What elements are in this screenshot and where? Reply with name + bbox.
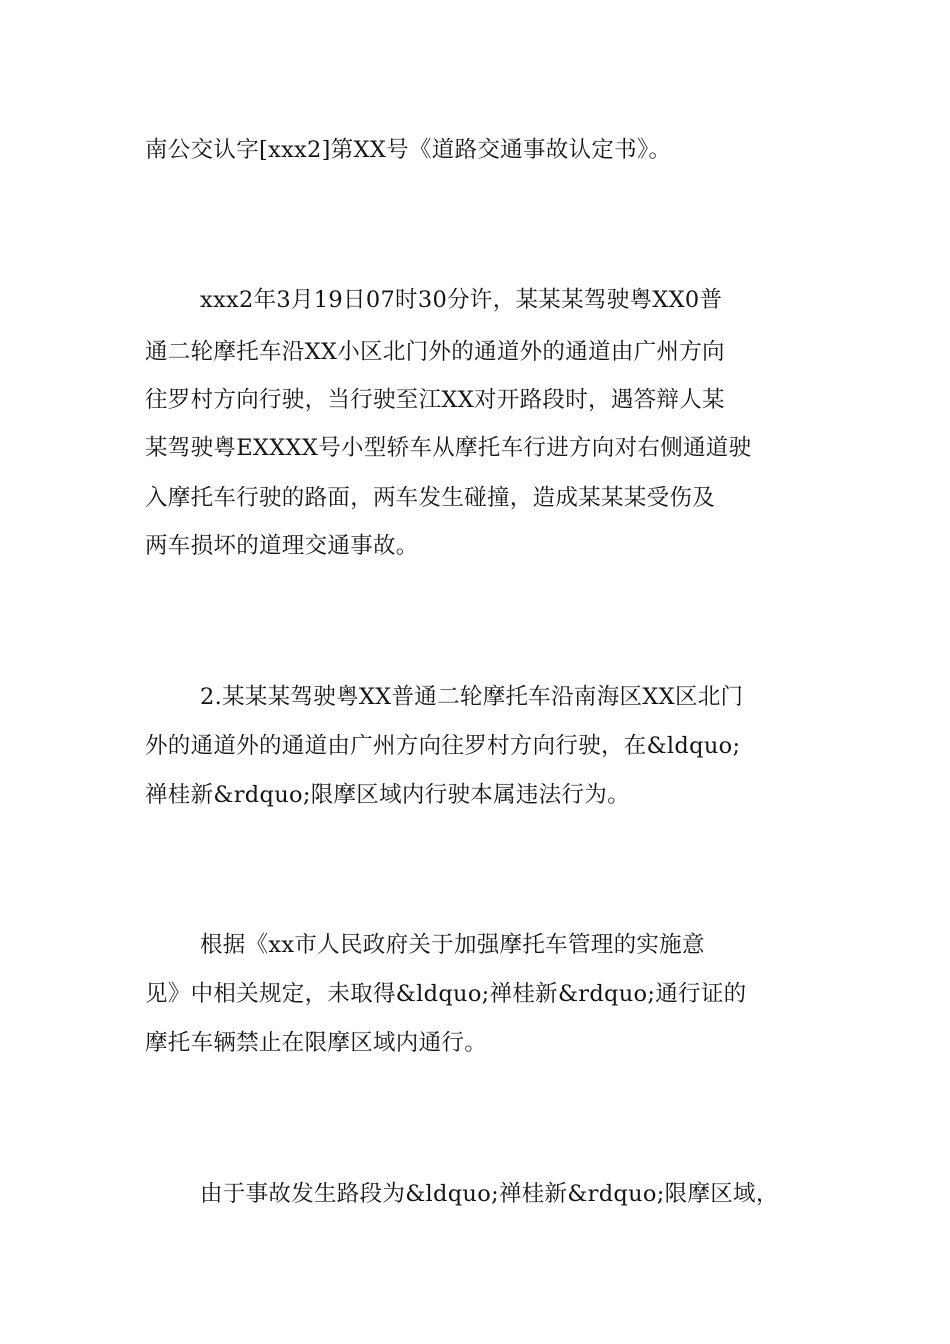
text-line: 往罗村方向行驶，当行驶至江XX对开路段时，遇答辩人某 [145, 387, 725, 413]
text-line: 两车损坏的道理交通事故。 [145, 533, 419, 559]
text-line: 见》中相关规定，未取得&ldquo;禅桂新&rdquo;通行证的 [145, 981, 747, 1007]
text-line: 入摩托车行驶的路面，两车发生碰撞，造成某某某受伤及 [145, 485, 716, 511]
text-line: 禅桂新&rdquo;限摩区域内行驶本属违法行为。 [145, 782, 630, 808]
text-line: 外的通道外的通道由广州方向往罗村方向行驶，在&ldquo; [145, 733, 741, 759]
text-line: 由于事故发生路段为&ldquo;禅桂新&rdquo;限摩区域， [200, 1181, 779, 1207]
text-line: xxx2年3月19日07时30分许，某某某驾驶粤XX0普 [200, 287, 723, 313]
text-line: 根据《xx市人民政府关于加强摩托车管理的实施意 [200, 932, 705, 958]
text-line: 南公交认字[xxx2]第XX号《道路交通事故认定书》。 [145, 137, 672, 163]
text-line: 摩托车辆禁止在限摩区域内通行。 [145, 1030, 488, 1056]
text-line: 通二轮摩托车沿XX小区北门外的通道外的通道由广州方向 [145, 339, 725, 365]
text-line: 2.某某某驾驶粤XX普通二轮摩托车沿南海区XX区北门 [200, 684, 744, 710]
text-line: 某驾驶粤EXXXX号小型轿车从摩托车行进方向对右侧通道驶 [145, 435, 752, 461]
